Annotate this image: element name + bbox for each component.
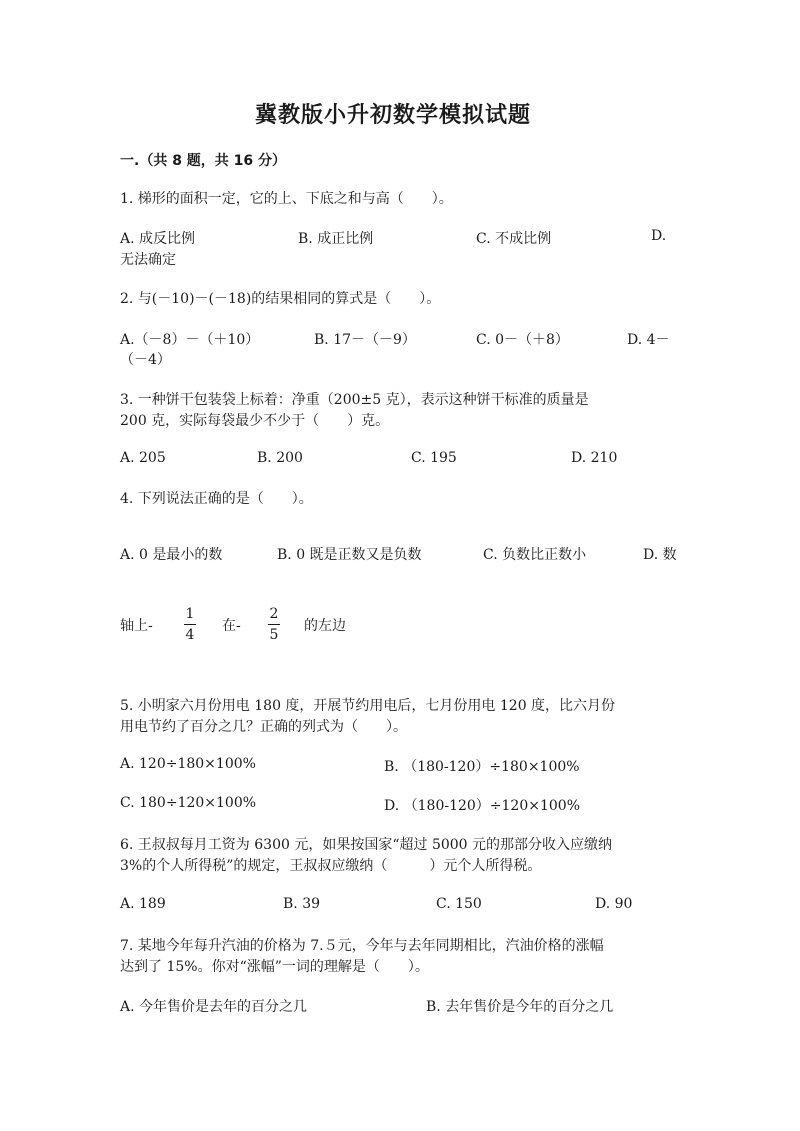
denominator: 5	[269, 627, 279, 643]
question-stem-line-2: 达到了 15%。你对“涨幅”一词的理解是（ ）。	[120, 959, 429, 975]
fraction-one-quarter	[184, 606, 196, 643]
option-d[interactable]: D. 90	[595, 896, 633, 912]
option-a[interactable]: A. 今年售价是去年的百分之几	[120, 999, 308, 1015]
option-c[interactable]: C. 150	[436, 896, 482, 912]
option-c[interactable]: C. 不成比例	[476, 231, 552, 247]
option-d[interactable]: D. 4－	[627, 332, 670, 348]
question-stem-line-2: 用电节约了百分之几？正确的列式为（ ）。	[120, 719, 407, 735]
option-d-continued[interactable]: 无法确定	[120, 252, 176, 268]
option-c[interactable]: C. 负数比正数小	[483, 547, 587, 563]
option-a[interactable]: A.（－8）－（＋10）	[120, 332, 260, 348]
question-stem-line-2: 200 克，实际每袋最少不少于（ ）克。	[120, 413, 390, 429]
option-a[interactable]: A. 205	[120, 450, 166, 466]
option-d[interactable]: D. （180-120）÷120×100%	[384, 798, 581, 814]
question-stem-line-1: 6. 王叔叔每月工资为 6300 元，如果按国家“超过 5000 元的那部分收入应缴纳	[120, 837, 613, 853]
option-a[interactable]: A. 189	[120, 896, 166, 912]
option-b[interactable]: B. 200	[257, 450, 303, 466]
question-stem-line-1: 3. 一种饼干包装袋上标着：净重（200±5 克），表示这种饼干标准的质量是	[120, 392, 589, 408]
section-heading: 一.（共 8 题，共 16 分）	[120, 153, 287, 169]
option-b[interactable]: B. 去年售价是今年的百分之几	[426, 999, 614, 1015]
question-stem-line-1: 5. 小明家六月份用电 180 度，开展节约用电后，七月份用电 120 度，比六月份	[120, 698, 616, 714]
fraction-two-fifths	[268, 606, 280, 643]
text-fragment: 的左边	[304, 618, 346, 634]
option-a[interactable]: A. 120÷180×100%	[120, 756, 256, 772]
option-a[interactable]: A. 0 是最小的数	[120, 547, 223, 563]
denominator: 4	[185, 627, 195, 643]
option-b[interactable]: B. 成正比例	[298, 231, 374, 247]
text-fragment: 轴上-	[120, 618, 153, 634]
option-a[interactable]: A. 成反比例	[120, 231, 196, 247]
fraction-bar	[268, 624, 280, 625]
question-stem-line-1: 7. 某地今年每升汽油的价格为 7.５元，今年与去年同期相比，汽油价格的涨幅	[120, 938, 604, 954]
option-c[interactable]: C. 0－（＋8）	[476, 332, 569, 348]
option-d-continued[interactable]: （－4）	[120, 352, 171, 368]
option-d[interactable]: D.	[651, 228, 667, 244]
question-stem: 1. 梯形的面积一定，它的上、下底之和与高（ ）。	[120, 191, 453, 207]
page-title: 冀教版小升初数学模拟试题	[255, 103, 532, 128]
option-c[interactable]: C. 195	[411, 450, 457, 466]
option-b[interactable]: B. 0 既是正数又是负数	[277, 547, 422, 563]
option-d[interactable]: D. 210	[571, 450, 618, 466]
option-b[interactable]: B. 39	[283, 896, 321, 912]
fraction-bar	[184, 624, 196, 625]
numerator: 1	[185, 606, 195, 622]
question-stem: 2. 与(－10)－(－18)的结果相同的算式是（ ）。	[120, 291, 441, 307]
option-c[interactable]: C. 180÷120×100%	[120, 795, 257, 811]
option-b[interactable]: B. 17－（－9）	[314, 332, 416, 348]
option-b[interactable]: B. （180-120）÷180×100%	[384, 759, 580, 775]
numerator: 2	[269, 606, 279, 622]
option-d[interactable]: D. 数	[643, 547, 677, 563]
text-fragment: 在-	[222, 618, 241, 634]
question-stem: 4. 下列说法正确的是（ ）。	[120, 491, 313, 507]
question-stem-line-2: 3%的个人所得税”的规定，王叔叔应缴纳（ ）元个人所得税。	[120, 858, 542, 874]
